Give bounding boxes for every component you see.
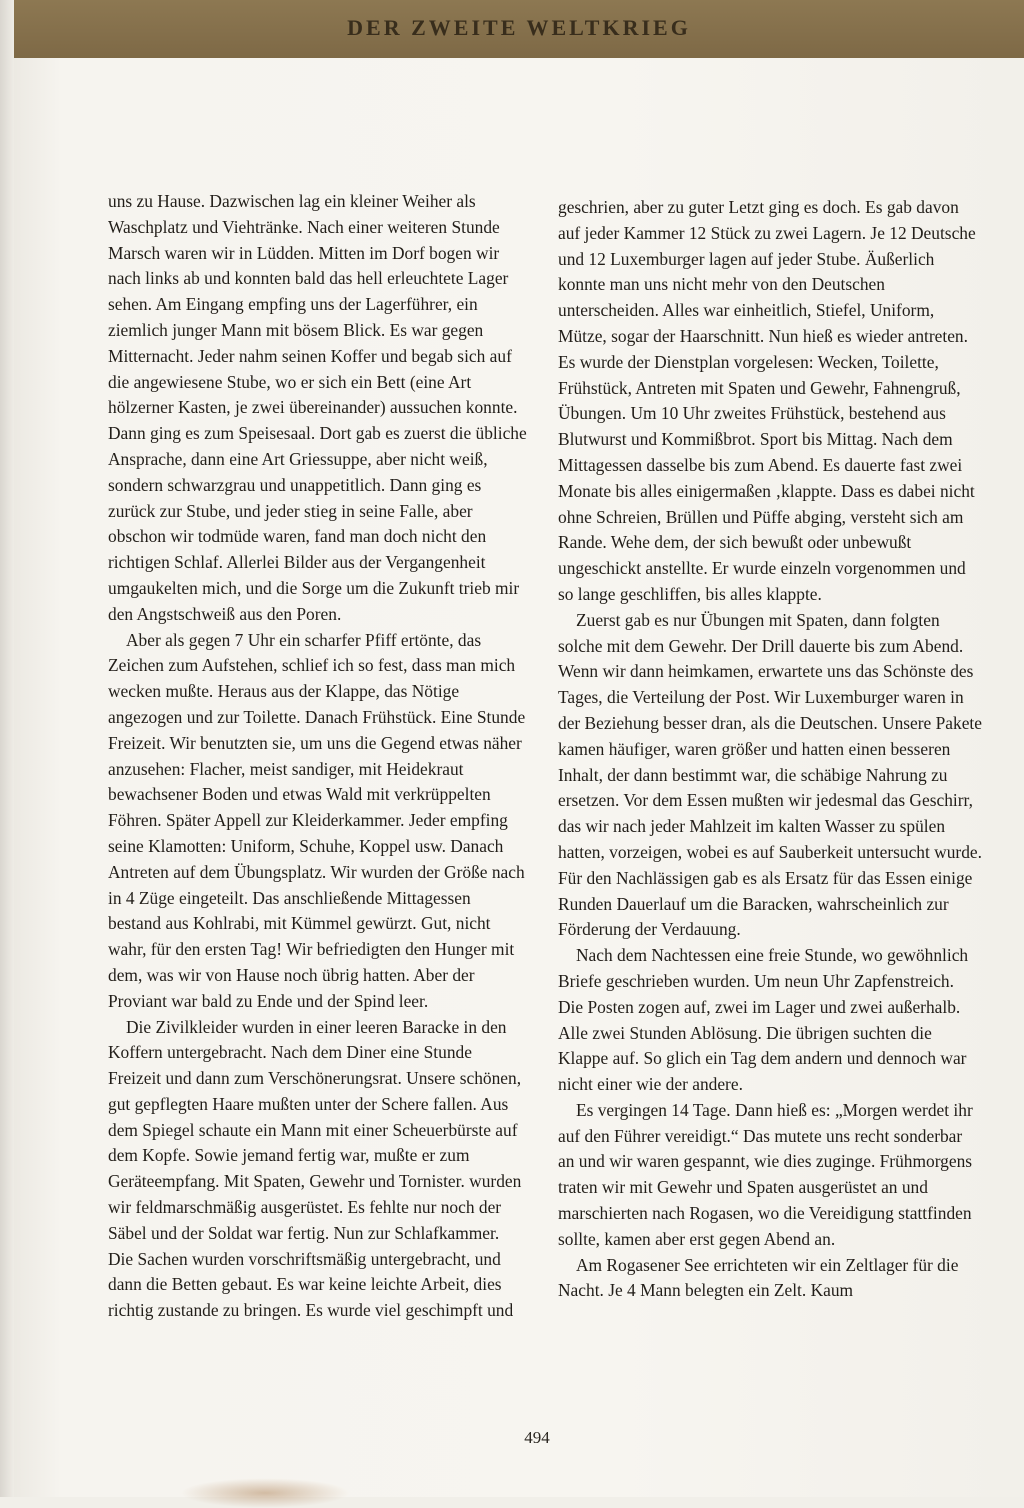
- paragraph: uns zu Hause. Dazwischen lag ein kleiner Weiher als Waschplatz und Viehtränke. Nach einer weiteren Stunde Marsch waren wir in Lüdden. Mitten im Dorf bogen wir nach links ab und konnten bald das hell erleuchtete Lager sehen. Am Eingang empfing uns der Lagerführer, ein ziemlich junger Mann mit bösem Blick. Es war gegen Mitternacht. Jeder nahm seinen Koffer und begab sich auf die angewiesene Stube, wo er sich ein Bett (eine Art hölzerner Kasten, je zwei übereinander) aussuchen konnte. Dann ging es zum Speisesaal. Dort gab es zuerst die übliche Ansprache, dann eine Art Griessuppe, aber nicht weiß, sondern schwarzgrau und unappetitlich. Dann ging es zurück zur Stube, und jeder stieg in seine Falle, aber obschon wir todmüde waren, fand man doch nicht den richtigen Schlaf. Allerlei Bilder aus der Vergangenheit umgaukelten mich, und die Sorge um die Zukunft trieb mir den Angstschweiß aus den Poren.: [108, 191, 527, 624]
- book-spine-shadow: [0, 0, 14, 1497]
- paragraph: Es vergingen 14 Tage. Dann hieß es: „Morgen werdet ihr auf den Führer vereidigt.“ Das mutete uns recht sonderbar an und wir waren gespannt, wie dies zuginge. Frühmorgens traten wir mit Gewehr und Spaten ausgerüstet an und marschierten nach Rogasen, wo die Vereidigung stattfinden sollte, kamen aber erst gegen Abend an.: [558, 1099, 973, 1249]
- paragraph: Nach dem Nachtessen eine freie Stunde, wo gewöhnlich Briefe geschrieben wurden. Um neun Uhr Zapfenstreich. Die Posten zogen auf, zwei im Lager und zwei außerhalb. Alle zwei Stunden Ablösung. Die übrigen suchten die Klappe auf. So glich ein Tag dem andern und dennoch war nicht einer wie der andere.: [558, 945, 969, 1095]
- chapter-header-band: [14, 0, 1024, 58]
- page-number: 494: [524, 1428, 550, 1447]
- chapter-title: DER ZWEITE WELTKRIEG: [347, 15, 691, 40]
- left-text-column: [108, 189, 528, 1324]
- paragraph: Am Rogasener See errichteten wir ein Zeltlager für die Nacht. Je 4 Mann belegten ein Zelt. Kaum: [558, 1254, 959, 1301]
- thumb-shadow: [180, 1478, 350, 1508]
- paragraph: Die Zivilkleider wurden in einer leeren Baracke in den Koffern untergebracht. Nach dem Diner eine Stunde Freizeit und dann zum Verschönerungsrat. Unsere schönen, gut gepflegten Haare mußten unter der Schere fallen. Aus dem Spiegel schaute ein Mann mit einer Scheuerbürste auf dem Kopfe. Sowie jemand fertig war, mußte er zum Geräteempfang. Mit Spaten, Gewehr und Tornister. wurden wir feldmarschmäßig ausgerüstet. Es fehlte nur noch der Säbel und der Soldat war fertig. Nun zur Schlafkammer. Die Sachen wurden vorschriftsmäßig untergebracht, und dann die Betten gebaut. Es war keine leichte Arbeit, dies richtig zustande zu bringen. Es wurde viel geschimpft und: [108, 1016, 522, 1321]
- paragraph: geschrien, aber zu guter Letzt ging es doch. Es gab davon auf jeder Kammer 12 Stück zu zwei Lagern. Je 12 Deutsche und 12 Luxemburger lagen auf jeder Stube. Äußerlich konnte man uns nicht mehr von den Deutschen unterscheiden. Alles war einheitlich, Stiefel, Uniform, Mütze, sogar der Haarschnitt. Nun hieß es wieder antreten. Es wurde der Dienstplan vorgelesen: Wecken, Toilette, Frühstück, Antreten mit Spaten und Gewehr, Fahnengruß, Übungen. Um 10 Uhr zweites Frühstück, bestehend aus Blutwurst und Kommißbrot. Sport bis Mittag. Nach dem Mittagessen dasselbe bis zum Abend. Es dauerte fast zwei Monate bis alles einigermaßen ‚klappte. Dass es dabei nicht ohne Schreien, Brüllen und Püffe abging, versteht sich am Rande. Wehe dem, der sich bewußt oder unbewußt ungeschickt anstellte. Er wurde einzeln vorgenommen und so lange geschliffen, bis alles klappte.: [558, 197, 976, 604]
- right-text-column: [558, 195, 982, 1304]
- paragraph: Aber als gegen 7 Uhr ein scharfer Pfiff ertönte, das Zeichen zum Aufstehen, schlief ich so fest, dass man mich wecken mußte. Heraus aus der Klappe, das Nötige angezogen und zur Toilette. Danach Frühstück. Eine Stunde Freizeit. Wir benutzten sie, um uns die Gegend etwas näher anzusehen: Flacher, meist sandiger, mit Heidekraut bewachsener Boden und etwas Wald mit verkrüppelten Föhren. Später Appell zur Kleiderkammer. Jeder empfing seine Klamotten: Uniform, Schuhe, Koppel usw. Danach Antreten auf dem Übungsplatz. Wir wurden der Größe nach in 4 Züge eingeteilt. Das anschließende Mittagessen bestand aus Kohlrabi, mit Kümmel gewürzt. Gut, nicht wahr, für den ersten Tag! Wir befriedigten den Hunger mit dem, was wir von Hause noch übrig hatten. Aber der Proviant war bald zu Ende und der Spind leer.: [108, 629, 526, 1011]
- paragraph: Zuerst gab es nur Übungen mit Spaten, dann folgten solche mit dem Gewehr. Der Drill dauerte bis zum Abend. Wenn wir dann heimkamen, erwartete uns das Schönste des Tages, die Verteilung der Post. Wir Luxemburger waren in der Beziehung besser dran, als die Deutschen. Unsere Pakete kamen häufiger, waren größer und hatten einen besseren Inhalt, der dann bestimmt war, die schäbige Nahrung zu ersetzen. Vor dem Essen mußten wir jedesmal das Geschirr, das wir nach jeder Mahlzeit im kalten Wasser zu spülen hatten, vorzeigen, wobei es auf Sauberkeit untersucht wurde. Für den Nachlässigen gab es als Ersatz für das Essen einige Runden Dauerlauf um die Baracken, wahrscheinlich zur Förderung der Verdauung.: [558, 609, 982, 940]
